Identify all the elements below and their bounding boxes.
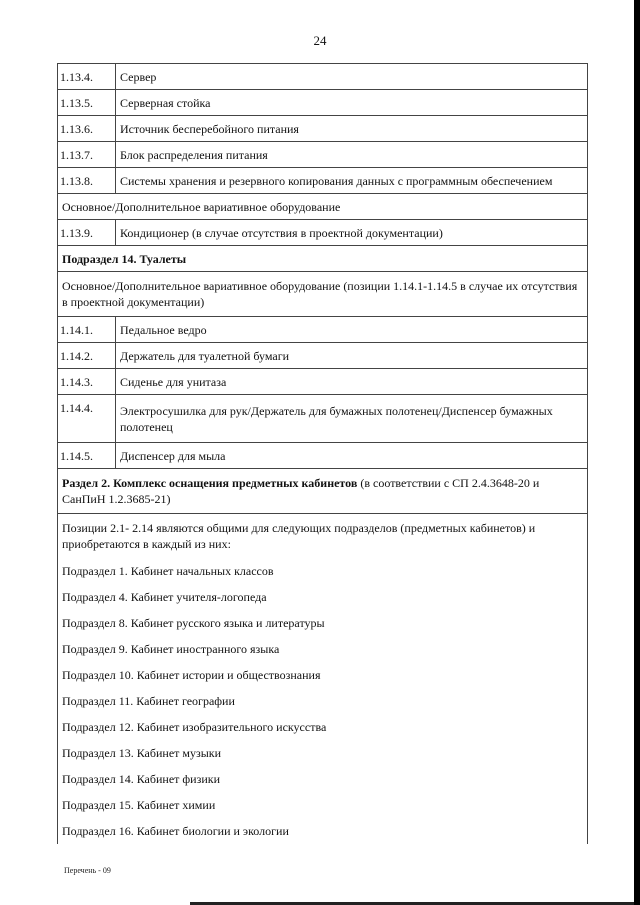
subsection-list-item: Подраздел 12. Кабинет изобразительного искусства	[62, 720, 327, 734]
section-2-heading	[58, 469, 588, 514]
row-number: 1.13.5.	[58, 90, 116, 116]
table-row	[58, 369, 588, 395]
row-text: Сервер	[116, 64, 588, 90]
subsection-list-item: Подраздел 8. Кабинет русского языка и литературы	[62, 616, 325, 630]
optional-equipment-text: Основное/Дополнительное вариативное оборудование	[58, 194, 588, 220]
row-number: 1.14.2.	[58, 343, 116, 369]
subsection-list-item: Подраздел 15. Кабинет химии	[62, 798, 216, 812]
table-row	[58, 443, 588, 469]
subsection-list-cell	[58, 514, 588, 845]
row-text: Сиденье для унитаза	[116, 369, 588, 395]
optional-equipment-label	[58, 272, 588, 317]
subsection-title: Подраздел 14. Туалеты	[58, 246, 588, 272]
row-text: Педальное ведро	[116, 317, 588, 343]
row-number: 1.14.1.	[58, 317, 116, 343]
subsection-list-item: Подраздел 1. Кабинет начальных классов	[62, 564, 274, 578]
subsection-list-item: Подраздел 4. Кабинет учителя-логопеда	[62, 590, 267, 604]
row-number: 1.13.4.	[58, 64, 116, 90]
row-number: 1.13.8.	[58, 168, 116, 194]
optional-equipment-label	[58, 194, 588, 220]
table-row	[58, 317, 588, 343]
subsection-list-item: Подраздел 14. Кабинет физики	[62, 772, 220, 786]
table-row	[58, 90, 588, 116]
row-text: Блок распределения питания	[116, 142, 588, 168]
page-number: 24	[313, 33, 327, 48]
page-footer: Перечень - 09	[64, 866, 111, 875]
table-row	[58, 343, 588, 369]
scan-edge-artifact	[634, 0, 640, 905]
row-text: Кондиционер (в случае отсутствия в проектной документации)	[116, 220, 588, 246]
row-text: Системы хранения и резервного копирования данных с программным обеспечением	[116, 168, 588, 194]
subsection-list-item: Подраздел 9. Кабинет иностранного языка	[62, 642, 280, 656]
row-number: 1.13.9.	[58, 220, 116, 246]
row-text: Серверная стойка	[116, 90, 588, 116]
positions-note: Позиции 2.1- 2.14 являются общими для следующих подразделов (предметных кабинетов) и приобретаются в каждый из них:	[62, 521, 536, 551]
row-number: 1.13.6.	[58, 116, 116, 142]
row-text: Держатель для туалетной бумаги	[116, 343, 588, 369]
subsection-heading	[58, 246, 588, 272]
table-row	[58, 116, 588, 142]
subsection-list-item: Подраздел 11. Кабинет географии	[62, 694, 235, 708]
table-row	[58, 395, 588, 443]
section-heading	[58, 469, 588, 514]
subsection-list-item: Подраздел 10. Кабинет истории и обществознания	[62, 668, 321, 682]
row-number: 1.14.3.	[58, 369, 116, 395]
row-text: Электросушилка для рук/Держатель для бумажных полотенец/Диспенсер бумажных полотенец	[116, 395, 588, 443]
table-row	[58, 168, 588, 194]
subsection-list-row	[58, 514, 588, 845]
row-text: Диспенсер для мыла	[116, 443, 588, 469]
row-number: 1.14.5.	[58, 443, 116, 469]
row-number: 1.13.7.	[58, 142, 116, 168]
row-number: 1.14.4.	[58, 395, 116, 443]
row-text: Источник бесперебойного питания	[116, 116, 588, 142]
section-title: Раздел 2. Комплекс оснащения предметных кабинетов	[62, 476, 358, 490]
subsection-list-item: Подраздел 16. Кабинет биологии и экологии	[62, 824, 289, 838]
optional-equipment-text: Основное/Дополнительное вариативное оборудование (позиции 1.14.1-1.14.5 в случае их отсутствия в проектной документации)	[58, 272, 588, 317]
section-reference: (в соответствии с СП 2.4.3648-20 и СанПиН 1.2.3685-21)	[62, 476, 540, 506]
table-row	[58, 64, 588, 90]
table-row	[58, 142, 588, 168]
equipment-table	[57, 63, 588, 844]
subsection-list-item: Подраздел 13. Кабинет музыки	[62, 746, 222, 760]
table-row	[58, 220, 588, 246]
